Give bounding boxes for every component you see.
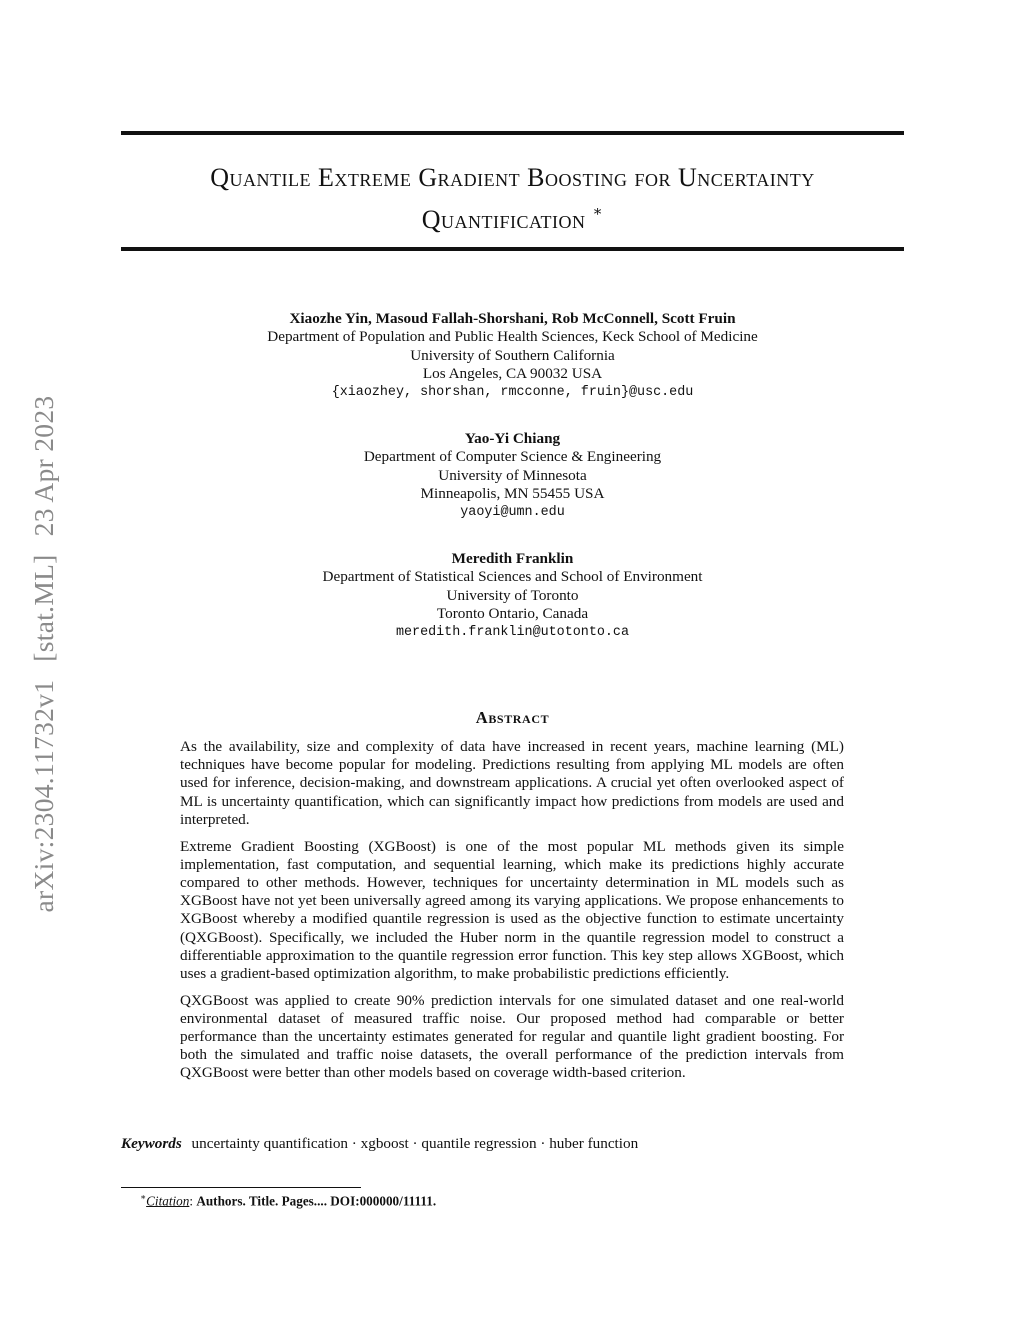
affiliation-location: Toronto Ontario, Canada — [436, 605, 589, 623]
footnote — [140, 1192, 436, 1209]
citation-label: Citation — [146, 1193, 190, 1209]
abstract-paragraph: QXGBoost was applied to create 90% prediction intervals for one simulated dataset and one real-world environmental dataset of measured traffic noise. Our proposed method had comparable or better performance than the uncertainty estimates generated for regular and quantile light gradient boosting. For both the simulated and traffic noise datasets, the overall performance of the prediction intervals from QXGBoost were better than other models based on coverage width-based criterion. — [180, 991, 844, 1082]
paper-title — [121, 160, 904, 237]
arxiv-side-stamp — [28, 396, 60, 913]
title-line-1: Quantile Extreme Gradient Boosting for Uncertainty — [210, 163, 815, 192]
affiliation-university: University of Toronto — [446, 586, 579, 604]
title-line-2: Quantification — [421, 205, 586, 234]
arxiv-id: arXiv:2304.11732v1 — [28, 679, 59, 913]
abstract-body — [180, 738, 844, 1091]
arxiv-category: [stat.ML] — [28, 554, 59, 662]
affiliation-location: Los Angeles, CA 90032 USA — [422, 365, 603, 383]
affiliation-university: University of Minnesota — [438, 466, 587, 484]
citation-separator: : — [189, 1193, 197, 1209]
keywords-text: uncertainty quantification · xgboost · quantile regression · huber function — [191, 1135, 639, 1152]
affiliation-department: Department of Population and Public Health Sciences, Keck School of Medicine — [267, 328, 758, 346]
abstract-paragraph: Extreme Gradient Boosting (XGBoost) is one of the most popular ML methods given its simple implementation, fast computation, and sequential learning, which make its predictions highly accurate compared to other methods. However, techniques for uncertainty determination in ML models such as XGBoost have not yet been universally agreed among its varying applications. We propose enhancements to XGBoost whereby a modified quantile regression is used as the objective function to estimate uncertainty (QXGBoost). Specifically, we included the Huber norm in the quantile regression model to construct a differentiable approximation to the quantile regression error function. This key step allows XGBoost, which uses a gradient-based optimization algorithm, to make probabilistic predictions efficiently. — [180, 837, 844, 982]
title-footnote-mark: ∗ — [592, 204, 604, 220]
author-email: meredith.franklin@utotonto.ca — [395, 624, 630, 640]
affiliation-department: Department of Computer Science & Engineering — [363, 448, 662, 466]
author-block-2 — [121, 430, 904, 522]
keywords-label: Keywords — [121, 1135, 182, 1152]
author-names: Meredith Franklin — [451, 550, 574, 567]
affiliation-location: Minneapolis, MN 55455 USA — [420, 485, 605, 503]
title-top-rule — [121, 131, 904, 135]
abstract-paragraph: As the availability, size and complexity of data have increased in recent years, machine learning (ML) techniques have become popular for modeling. Predictions resulting from applying ML models are often used for inference, decision-making, and downstream applications. A crucial yet often overlooked aspect of ML is uncertainty quantification, which can significantly impact how predictions from models are used and interpreted. — [180, 738, 844, 828]
author-block-1 — [121, 310, 904, 402]
citation-text: Authors. Title. Pages.... DOI:000000/11111. — [196, 1193, 437, 1209]
author-email: {xiaozhey, shorshan, rmcconne, fruin}@usc.edu — [331, 384, 694, 400]
author-email: yaoyi@umn.edu — [460, 504, 565, 520]
author-names: Xiaozhe Yin, Masoud Fallah-Shorshani, Rob McConnell, Scott Fruin — [289, 310, 736, 327]
footnote-mark: ∗ — [140, 1192, 147, 1202]
author-names: Yao-Yi Chiang — [464, 430, 561, 447]
affiliation-university: University of Southern California — [410, 346, 615, 364]
author-block-3 — [121, 550, 904, 642]
abstract-heading: Abstract — [475, 708, 550, 727]
footnote-rule — [121, 1187, 361, 1188]
affiliation-department: Department of Statistical Sciences and School of Environment — [322, 568, 703, 586]
arxiv-date: 23 Apr 2023 — [28, 395, 59, 537]
title-bottom-rule — [121, 247, 904, 251]
keywords-line — [121, 1135, 638, 1153]
